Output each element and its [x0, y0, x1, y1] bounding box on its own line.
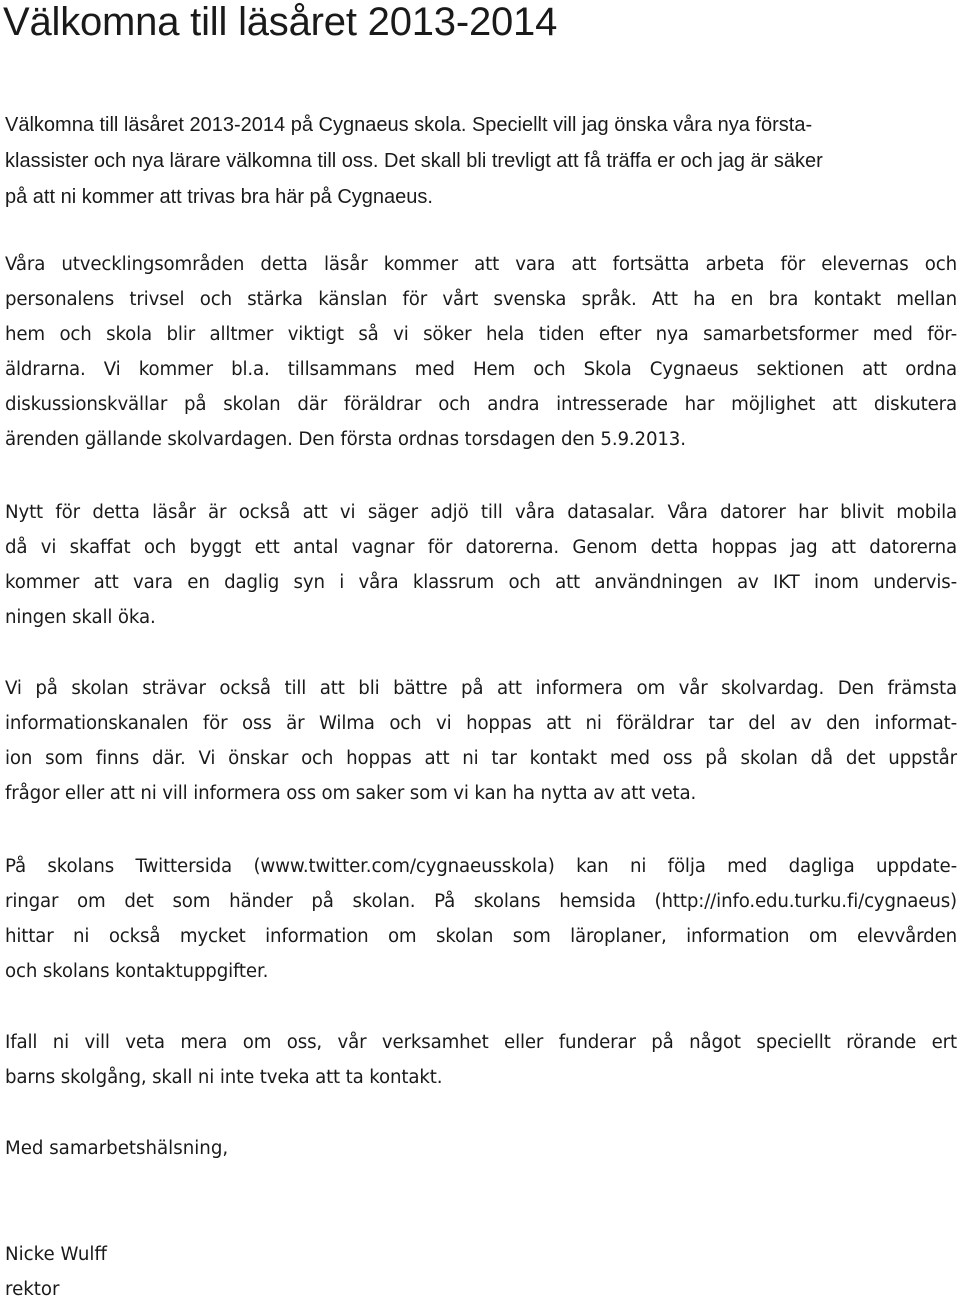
paragraph-line: ringar om det som händer på skolan. På skolans hemsida (http://info.edu.turku.fi/cygnaeus) [5, 891, 957, 912]
paragraph-line: informationskanalen för oss är Wilma och vi hoppas att ni föräldrar tar del av den informat- [5, 713, 957, 734]
paragraph-development-areas [5, 247, 957, 457]
paragraph-line: Ifall ni vill veta mera om oss, vår verksamhet eller funderar på något speciellt rörande ert [5, 1032, 957, 1053]
signature-name: Nicke Wulff [5, 1244, 107, 1265]
paragraph-line: Nytt för detta läsår är också att vi säger adjö till våra datasalar. Våra datorer har blivit mobila [5, 502, 957, 523]
paragraph-twitter [5, 849, 957, 989]
page-title: Välkomna till läsåret 2013-2014 [3, 0, 558, 44]
paragraph-line: personalens trivsel och stärka känslan för vårt svenska språk. Att ha en bra kontakt mellan [5, 289, 957, 310]
paragraph-line: diskussionskvällar på skolan där föräldrar och andra intresserade har möjlighet att diskutera [5, 394, 957, 415]
paragraph-line: hittar ni också mycket information om skolan som läroplaner, information om elevvården [5, 926, 957, 947]
intro-line: klassister och nya lärare välkomna till oss. Det skall bli trevligt att få träffa er och jag är säker [5, 150, 823, 172]
signature-role: rektor [5, 1279, 60, 1300]
paragraph-line: barns skolgång, skall ni inte tveka att ta kontakt. [5, 1067, 443, 1088]
paragraph-line: ion som finns där. Vi önskar och hoppas att ni tar kontakt med oss på skolan då det uppstår [5, 748, 957, 769]
paragraph-contact [5, 1025, 957, 1095]
paragraph-line: och skolans kontaktuppgifter. [5, 961, 269, 982]
intro-paragraph [5, 107, 955, 215]
paragraph-line: hem och skola blir alltmer viktigt så vi söker hela tiden efter nya samarbetsformer med för- [5, 324, 957, 345]
paragraph-line: Våra utvecklingsområden detta läsår kommer att vara att fortsätta arbeta för elevernas och [5, 254, 957, 275]
paragraph-information [5, 671, 957, 811]
signature-block [5, 1237, 107, 1307]
paragraph-line: ärenden gällande skolvardagen. Den första ordnas torsdagen den 5.9.2013. [5, 429, 686, 450]
paragraph-line: frågor eller att ni vill informera oss om saker som vi kan ha nytta av att veta. [5, 783, 697, 804]
paragraph-line: På skolans Twittersida (www.twitter.com/cygnaeusskola) kan ni följa med dagliga uppdate- [5, 856, 957, 877]
closing-text: Med samarbetshälsning, [5, 1138, 229, 1159]
paragraph-line: äldrarna. Vi kommer bl.a. tillsammans med Hem och Skola Cygnaeus sektionen att ordna [5, 359, 957, 380]
paragraph-computers [5, 495, 957, 635]
paragraph-line: ningen skall öka. [5, 607, 156, 628]
paragraph-line: Vi på skolan strävar också till att bli bättre på att informera om vår skolvardag. Den främsta [5, 678, 957, 699]
intro-line: Välkomna till läsåret 2013-2014 på Cygnaeus skola. Speciellt vill jag önska våra nya första- [5, 114, 813, 136]
closing-greeting [5, 1131, 228, 1166]
intro-line: på att ni kommer att trivas bra här på Cygnaeus. [5, 186, 433, 208]
paragraph-line: då vi skaffat och byggt ett antal vagnar för datorerna. Genom detta hoppas jag att datorerna [5, 537, 957, 558]
paragraph-line: kommer att vara en daglig syn i våra klassrum och att användningen av IKT inom undervis- [5, 572, 957, 593]
